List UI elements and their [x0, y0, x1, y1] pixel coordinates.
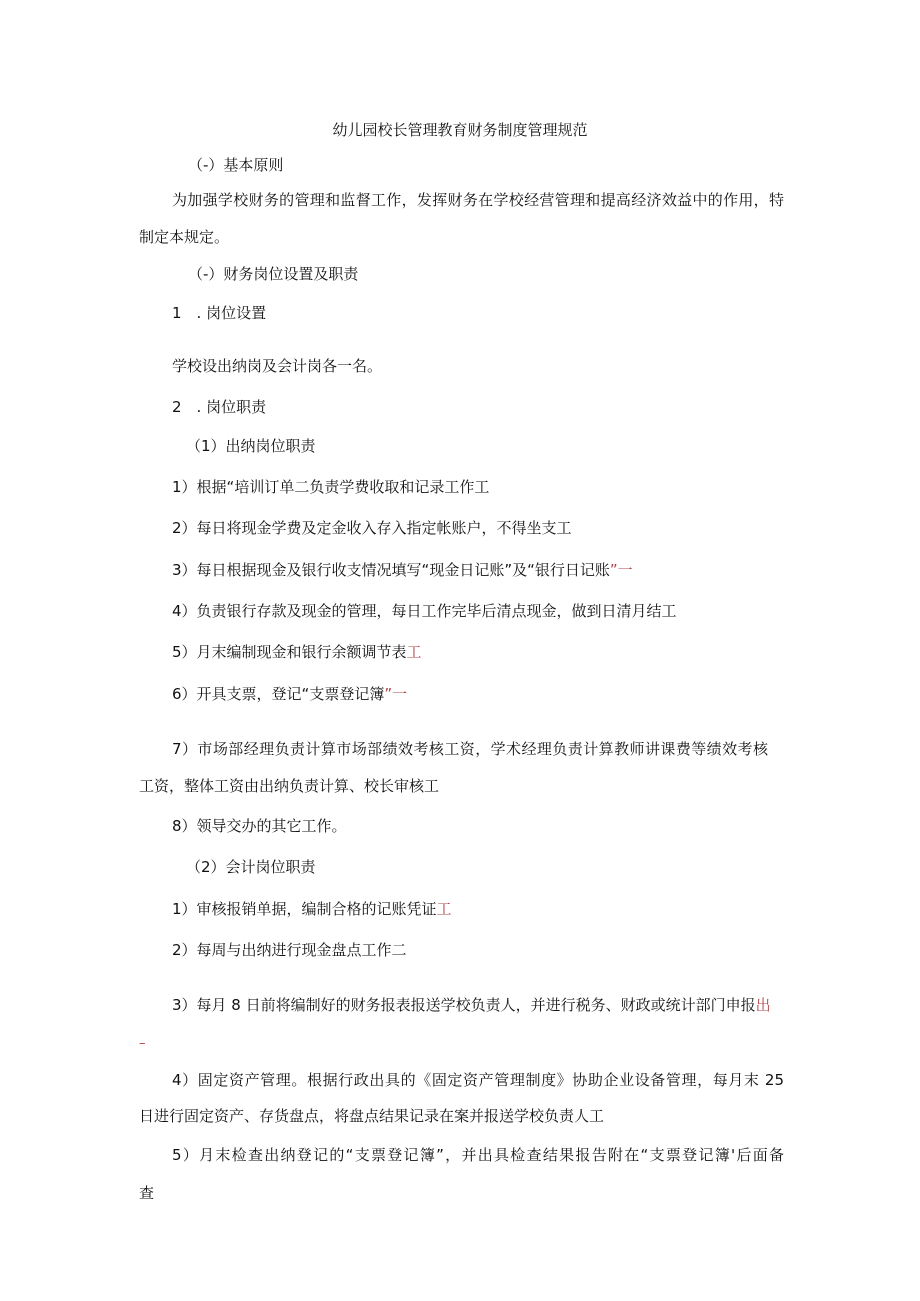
basic-principle-heading: （-）基本原则	[188, 156, 284, 174]
accountant-item3-text: 3）每月 8 日前将编制好的财务报表报送学校负责人，并进行税务、财政或统计部门申报	[172, 996, 756, 1014]
cashier-item-text: 1）根据“培训订单二负责学费收取和记录工作工	[172, 478, 490, 496]
cashier-item	[172, 560, 633, 580]
basic-principle-paragraph-line1: 为加强学校财务的管理和监督工作，发挥财务在学校经营管理和提高经济效益中的作用，特	[172, 191, 784, 209]
accountant-item3-mark: 出	[755, 996, 771, 1014]
cashier-item7-line1: 7）市场部经理负责计算市场部绩效考核工资，学术经理负责计算教师讲课费等绩效考核	[172, 740, 768, 758]
accountant-duties-heading: （2）会计岗位职责	[186, 858, 316, 876]
accountant-item3-line2-mark: –	[139, 1036, 146, 1051]
basic-principle-paragraph-line2: 制定本规定。	[139, 228, 230, 246]
cashier-item	[172, 518, 572, 538]
cashier-item8: 8）领导交办的其它工作。	[172, 817, 347, 835]
posts-heading: （-）财务岗位设置及职责	[188, 265, 359, 283]
cashier-item-mark: 工	[406, 643, 422, 661]
accountant-item3-line1	[172, 995, 771, 1015]
cashier-item	[172, 477, 489, 497]
cashier-duties-heading: （1）出纳岗位职责	[186, 437, 316, 455]
cashier-item-mark: ”一	[384, 685, 408, 703]
accountant-item4-line1: 4）固定资产管理。根据行政出具的《固定资产管理制度》协助企业设备管理，每月末 25	[172, 1071, 784, 1089]
accountant-item1-mark: 工	[436, 900, 452, 918]
cashier-item-text: 6）开具支票，登记“支票登记簿	[172, 685, 385, 703]
post-setting-heading: 1 . 岗位设置	[172, 304, 267, 322]
cashier-item-text: 3）每日根据现金及银行收支情况填写“现金日记账”及“银行日记账	[172, 561, 610, 579]
post-duties-heading: 2 . 岗位职责	[172, 398, 267, 416]
accountant-item2: 2）每周与出纳进行现金盘点工作二	[172, 941, 407, 959]
cashier-item-text: 2）每日将现金学费及定金收入存入指定帐账户，不得坐支工	[172, 519, 572, 537]
document-title: 幼儿园校长管理教育财务制度管理规范	[332, 121, 588, 139]
cashier-item	[172, 601, 677, 621]
cashier-item-text: 5）月末编制现金和银行余额调节表	[172, 643, 407, 661]
accountant-item5-line1: 5）月末检查出纳登记的“支票登记簿”，并出具检查结果报告附在“支票登记簿'后面备	[172, 1146, 784, 1164]
accountant-item5-line2: 查	[139, 1184, 155, 1202]
post-setting-text: 学校设出纳岗及会计岗各一名。	[172, 357, 383, 375]
cashier-item-mark: ”一	[609, 561, 633, 579]
cashier-item-text: 4）负责银行存款及现金的管理，每日工作完毕后清点现金，做到日清月结工	[172, 602, 677, 620]
accountant-item1	[172, 899, 452, 919]
cashier-item	[172, 684, 407, 704]
accountant-item1-text: 1）审核报销单据，编制合格的记账凭证	[172, 900, 437, 918]
cashier-item7-line2: 工资，整体工资由出纳负责计算、校长审核工	[139, 777, 440, 795]
cashier-item	[172, 642, 422, 662]
accountant-item4-line2: 日进行固定资产、存货盘点，将盘点结果记录在案并报送学校负责人工	[139, 1107, 605, 1125]
